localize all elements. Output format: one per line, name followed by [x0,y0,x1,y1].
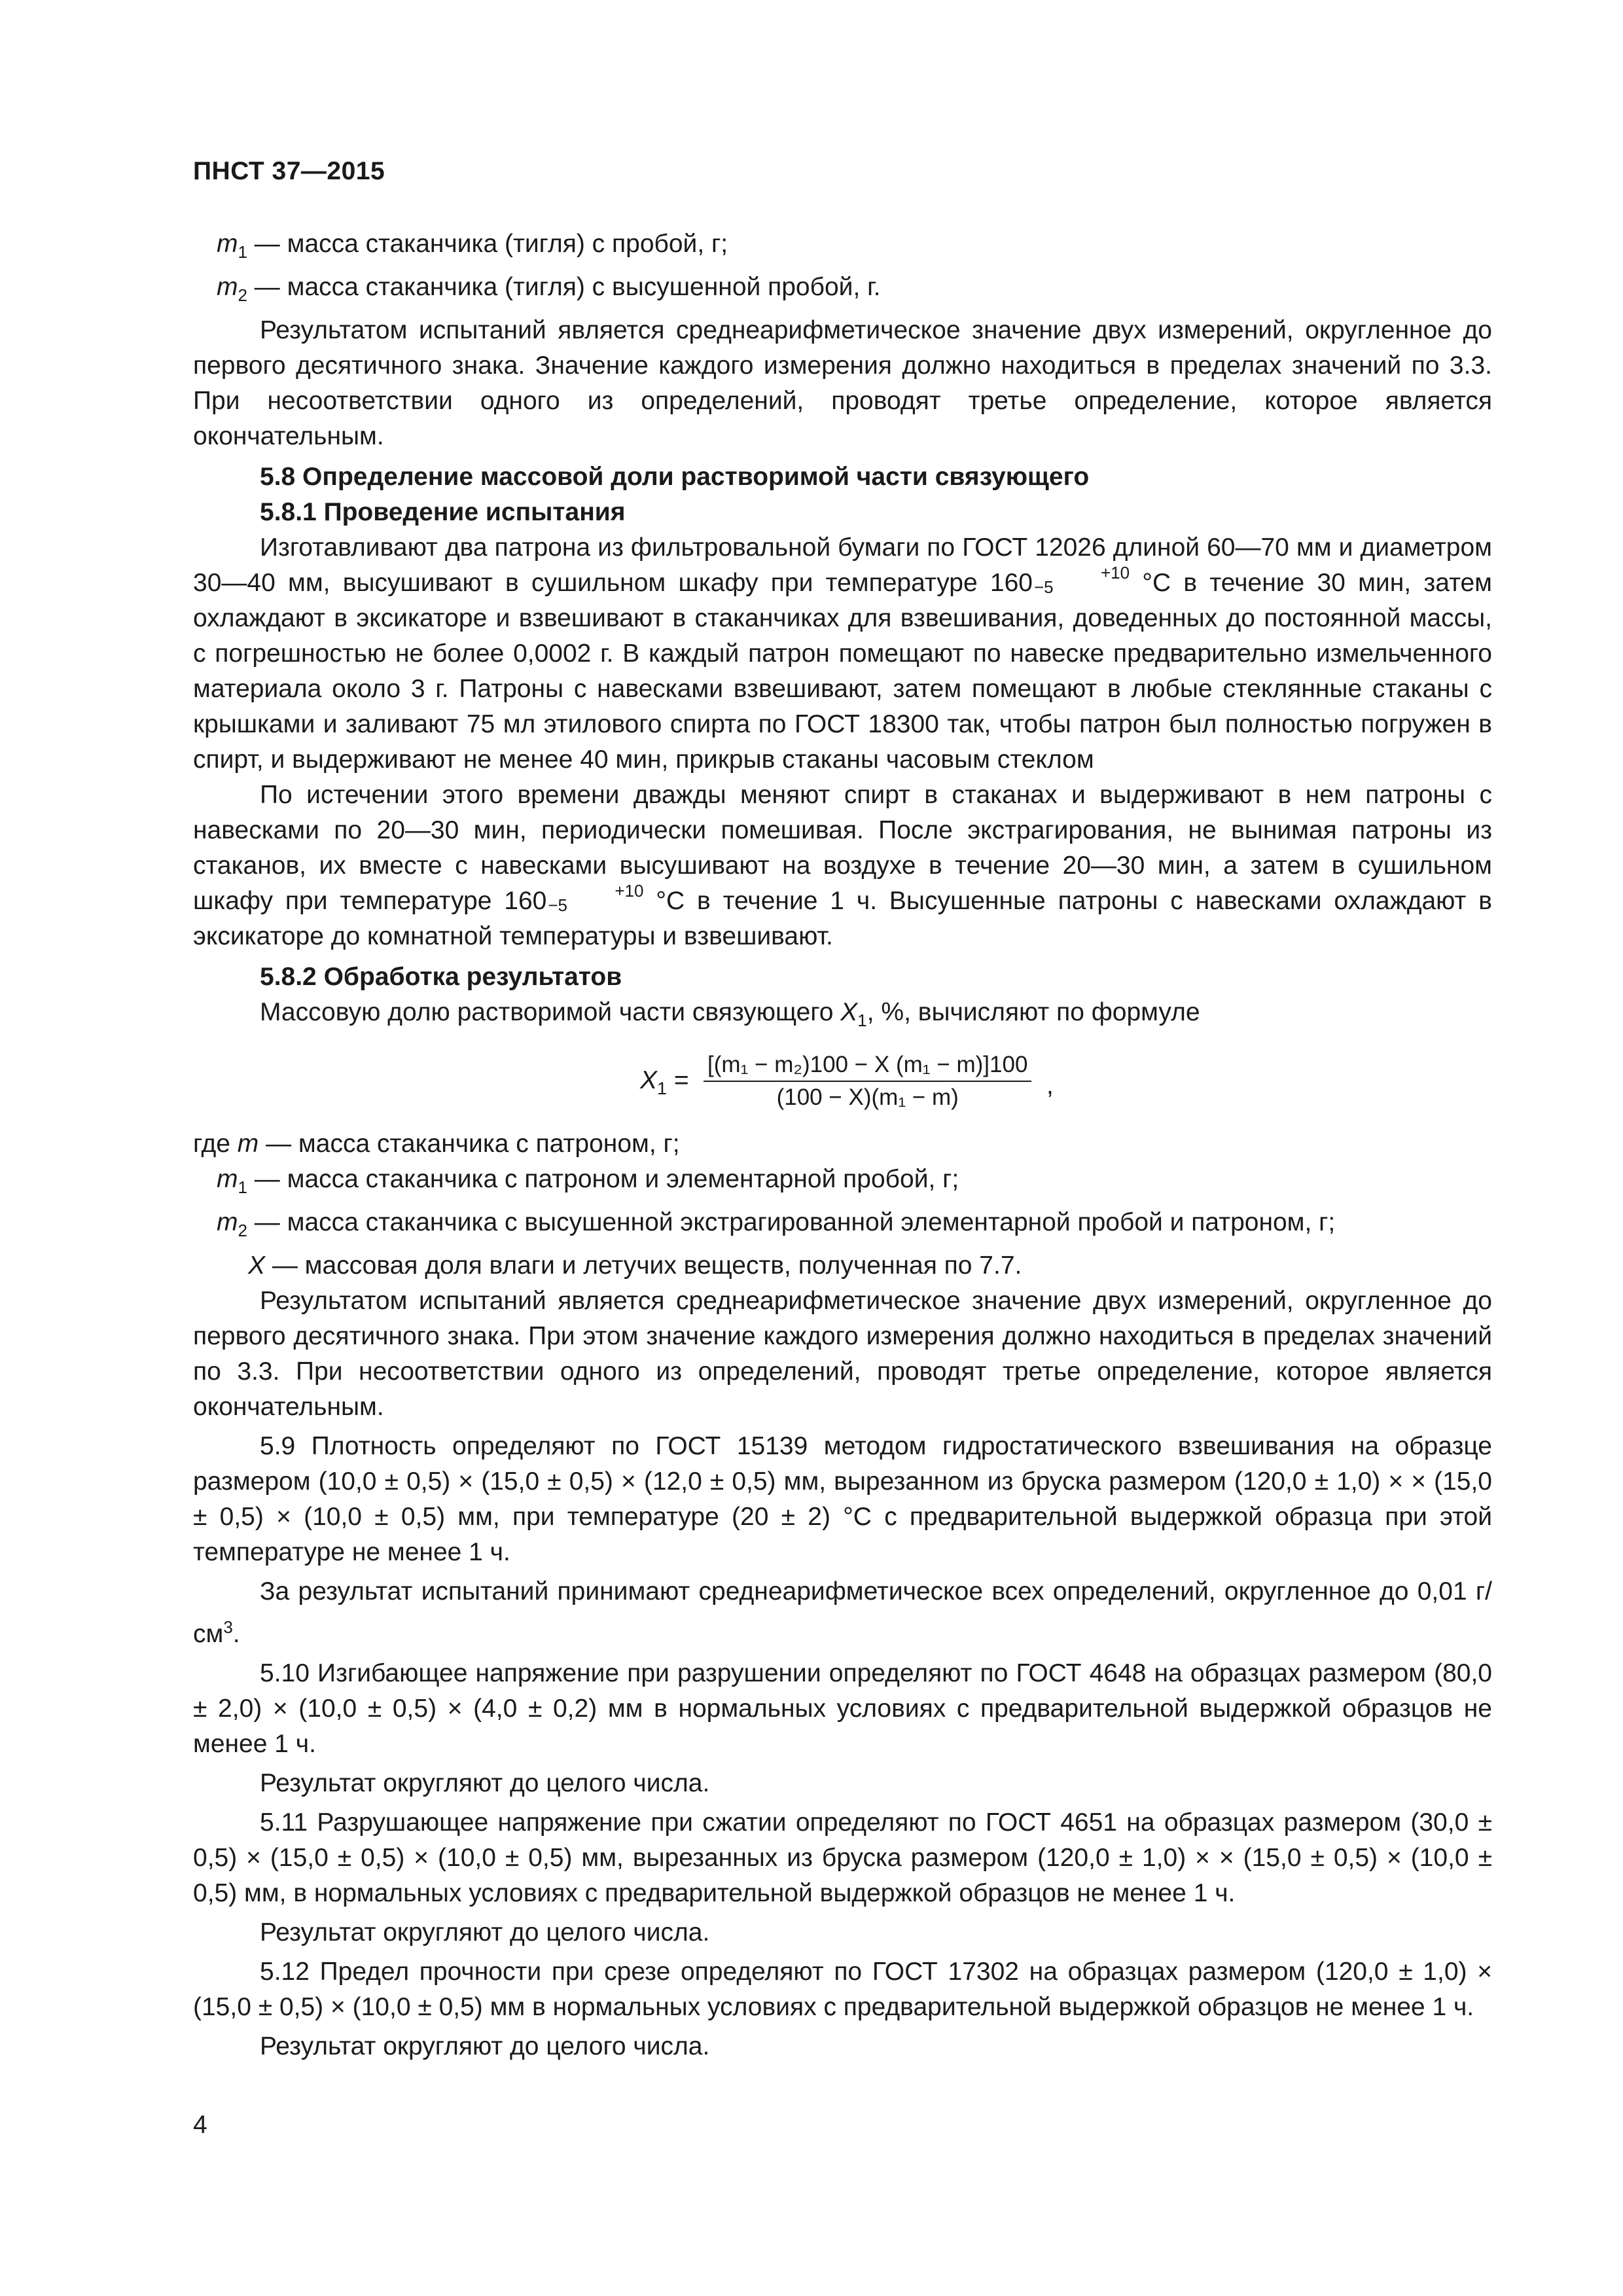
paragraph-5-9: 5.9 Плотность определяют по ГОСТ 15139 методом гидростатического взвешивания на образце размером (10,0 ± 0,5) × (15,0 ± 0,5) × (12,0 ± 0,5) мм, вырезанном из бруска размером (120,0 ± 1,0) × × (15,0 ± 0,5) × (10,0 ± 0,5) мм, при температуре (20 ± 2) °С с предварительной выдержкой образца при этой температуре не менее 1 ч. [193,1431,1492,1566]
formula-x1 [193,1052,1492,1112]
symbol-m: m [217,272,238,301]
formula-equals: = [667,1066,689,1095]
symbol-m: m [237,1130,259,1158]
tolerance [1034,563,1130,598]
where-label: где [193,1130,238,1158]
definition-m1 [217,226,1492,270]
paragraph-text: За результат испытаний принимают среднеарифметическое всех определений, округленное до 0,01 г/см [193,1577,1492,1648]
section-5-8-1-title: 5.8.1 Проведение испытания [260,497,626,526]
paragraph-5-12: 5.12 Предел прочности при срезе определяют по ГОСТ 17302 на образцах размером (120,0 ± 1,0) × (15,0 ± 0,5) × (10,0 ± 0,5) мм в нормальных условиях с предварительной выдержкой образцов не менее 1 ч. [193,1957,1492,2021]
subscript: 2 [238,285,247,305]
subscript: 1 [238,242,247,262]
definition-m1 [217,1162,1492,1205]
definition-x [248,1248,1492,1283]
definition-text: — масса стаканчика (тигля) с пробой, г; [247,230,728,258]
definition-text: — масса стаканчика (тигля) с высушенной пробой, г. [247,272,881,301]
formula-fraction [704,1052,1031,1111]
definition-text: — массовая доля влаги и летучих веществ, полученная по 7.7. [265,1251,1022,1280]
definition-text: — масса стаканчика с высушенной экстрагированной элементарной пробой и патроном, г; [247,1208,1336,1237]
page-number: 4 [193,2111,207,2139]
section-5-8-2-title: 5.8.2 Обработка результатов [260,962,622,991]
superscript: 3 [223,1617,233,1637]
symbol-m: m [217,1208,238,1237]
document-header: ПНСТ 37—2015 [193,157,385,185]
paragraph-5-10-result: Результат округляют до целого числа. [260,1768,710,1797]
definition-m2 [217,1205,1492,1248]
formula-symbol: X [640,1066,658,1095]
tolerance [548,881,644,916]
paragraph-5-9-result [193,1574,1492,1652]
paragraph-text: По истечении этого времени дважды меняют спирт в стаканах и выдерживают в нем патроны с навесками по 20—30 мин, периодически помешивая. После экстрагирования, не вынимая патроны из стаканов, их вместе с навесками высушивают на воздухе в течение 20—30 мин, а затем в сушильном шкафу при температуре 160 [193,780,1492,915]
paragraph-text: °С в течение 1 ч. Высушенные патроны с навесками охлаждают в эксикаторе до комнатной температуры и взвешивают. [193,886,1492,950]
tolerance-upper: +10 [615,881,644,901]
symbol-x: X [840,997,858,1026]
result-paragraph: Результатом испытаний является среднеарифметическое значение двух измерений, округленное до первого десятичного знака. Значение каждого измерения должно находиться в пределах значений по 3.3. При несоответствии одного из определений, проводят третье определение, которое является окончательным. [193,315,1492,450]
paragraph-text: . [232,1619,240,1648]
paragraph-5-8-1-a [193,530,1492,778]
subscript: 1 [238,1177,247,1198]
paragraph-text: °С в течение 30 мин, затем охлаждают в эксикаторе и взвешивают в стаканчиках для взвешивания, доведенных до постоянной массы, с погрешностью не более 0,0002 г. В каждый патрон помещают по навеске предварительно измельченного материала около 3 г. Патроны с навесками взвешивают, затем помещают в любые стеклянные стаканы с крышками и заливают 75 мл этилового спирта по ГОСТ 18300 так, чтобы патрон был полностью погружен в спирт, и выдерживают не менее 40 мин, прикрыв стаканы часовым стеклом [193,568,1492,774]
symbol-x: X [248,1251,266,1280]
paragraph-5-10: 5.10 Изгибающее напряжение при разрушении определяют по ГОСТ 4648 на образцах размером (80,0 ± 2,0) × (10,0 ± 0,5) × (4,0 ± 0,2) мм в нормальных условиях с предварительной выдержкой образцов не менее 1 ч. [193,1659,1492,1758]
paragraph-5-12-result: Результат округляют до целого числа. [260,2032,710,2060]
paragraph-5-11-result: Результат округляют до целого числа. [260,1918,710,1946]
document-page [193,157,1492,2064]
symbol-m: m [217,1165,238,1194]
formula-denominator: (100 − X)(m₁ − m) [776,1085,959,1111]
paragraph-5-8-1-b [193,778,1492,954]
formula-lhs [640,1066,689,1099]
tolerance-upper: +10 [1101,563,1130,583]
tolerance-lower: −5 [548,895,568,916]
symbol-m: m [217,230,238,258]
definition-text: — масса стаканчика с патроном, г; [259,1130,680,1158]
paragraph-5-8-2 [193,995,1492,1038]
formula-subscript: 1 [657,1079,668,1099]
subscript: 1 [857,1010,867,1030]
paragraph-5-11: 5.11 Разрушающее напряжение при сжатии определяют по ГОСТ 4651 на образцах размером (30,0 ± 0,5) × (15,0 ± 0,5) × (10,0 ± 0,5) мм, вырезанных из бруска размером (120,0 ± 1,0) × × (15,0 ± 0,5) × (10,0 ± 0,5) мм, в нормальных условиях с предварительной выдержкой образцов не менее 1 ч. [193,1808,1492,1907]
paragraph-text: Изготавливают два патрона из фильтровальной бумаги по ГОСТ 12026 длиной 60—70 мм и диаметром 30—40 мм, высушивают в сушильном шкафу при температуре 160 [193,533,1492,597]
definition-m2 [217,270,1492,313]
formula-numerator: [(m₁ − m₂)100 − X (m₁ − m)]100 [704,1052,1031,1082]
formula-comma: , [1046,1071,1054,1100]
result-paragraph: Результатом испытаний является среднеарифметическое значение двух измерений, округленное до первого десятичного знака. При этом значение каждого измерения должно находиться в пределах значений по 3.3. При несоответствии одного из определений, проводят третье определение, которое является окончательным. [193,1286,1492,1421]
paragraph-text: , %, вычисляют по формуле [866,997,1200,1026]
subscript: 2 [238,1220,247,1240]
where-m [193,1126,1492,1162]
section-5-8-title: 5.8 Определение массовой доли растворимой части связующего [260,462,1090,491]
tolerance-lower: −5 [1034,577,1054,598]
definition-text: — масса стаканчика с патроном и элементарной пробой, г; [247,1165,959,1194]
paragraph-text: Массовую долю растворимой части связующего [260,997,841,1026]
